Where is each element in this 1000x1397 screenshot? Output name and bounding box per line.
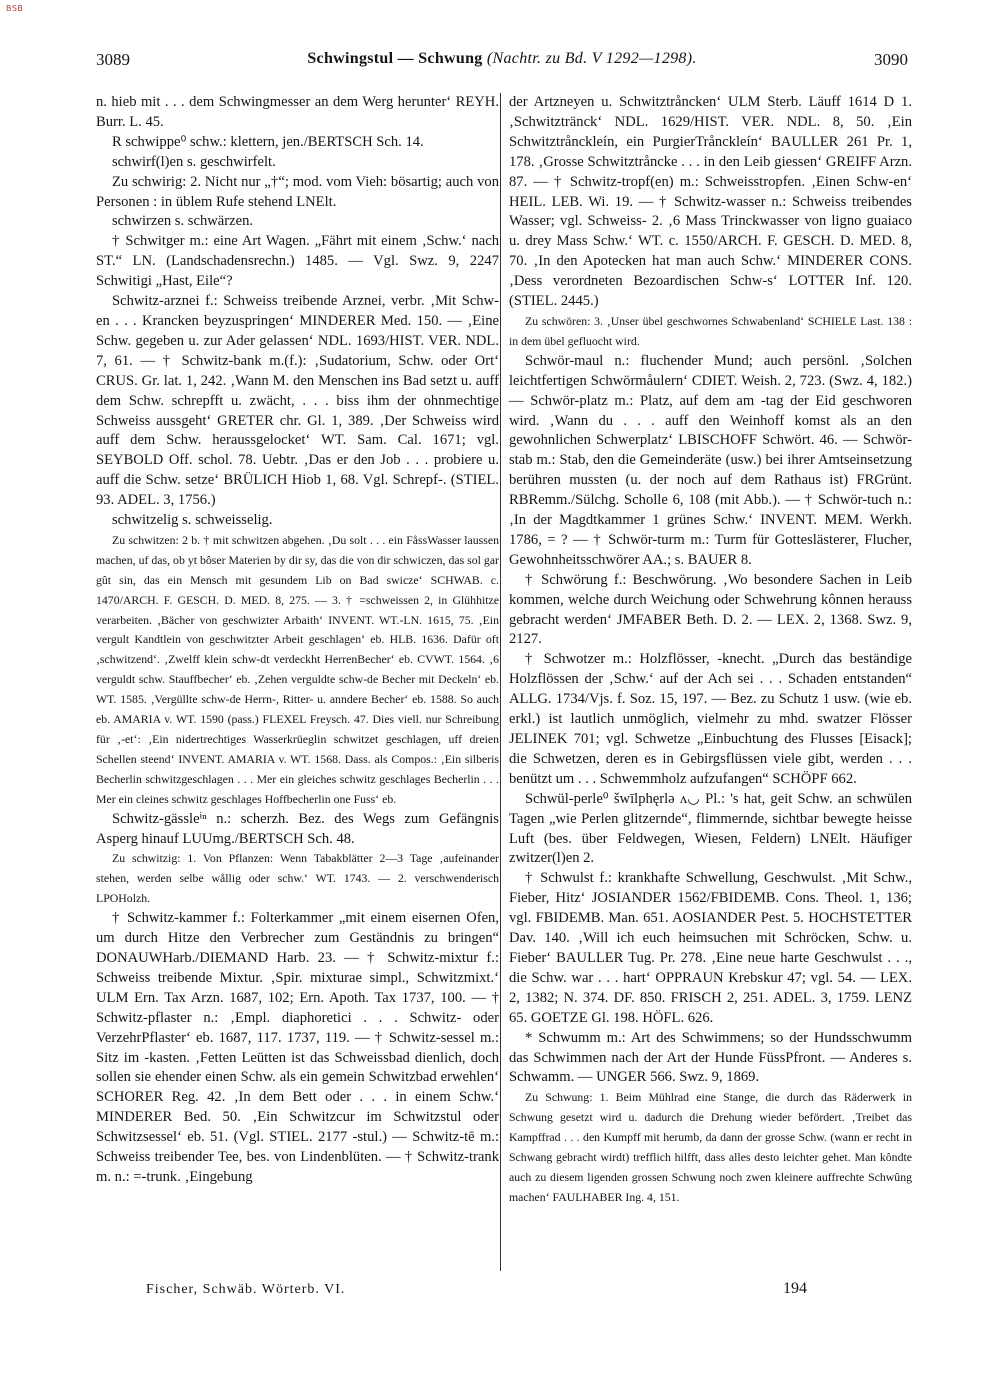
dictionary-entry: Zu schwitzen: 2 b. † mit schwitzen abgehen. ‚Du solt . . . ein FåssWasser laussen machen, uf das, ob yt bôser Materien by dir sy, das die von dir schwiczen, das sol gar gût sin, das ein Mensch mit gesundem Lib on Bad swicze‘ SCHWAB. c. 1470/ARCH. F. GESCH. D. MED. 8, 275. — 3. † =schweissen 2, in Glühhitze verarbeiten. ‚Bächer von geschwizter Arbaith‘ INVENT. WT.-LN. 1615, 75. ‚Ein vergult Kandtlein von geschwitzter Arbeit geschlagen‘ eb. HLB. 1636. Dafür oft ‚schwitzend‘. ‚Zwelff klein schw-dt verdeckht HerrenBecher‘ eb. CVWT. 1564. ‚6 verguldt schw. Stauffbecher‘ eb. ‚Zehen verguldte schw-de Becher mit Deckeln‘ eb. WT. 1585. ‚Vergüllte schw-de Herrn-, Ritter- u. anndere Becher‘ eb. 1588. So auch eb. AMARIA v. WT. 1590 (pass.) FLEXEL Freysch. 47. Dies viell. nur Schreibung für ‚-et‘: ‚Ein nidertrechtiges Wasserkrüeglin schwitzet geschlagen, uff dreien Schellen steend‘ INVENT. AMARIA v. WT. 1568. Dass. als Compos.: ‚Ein silberis Becherlin schwitzgeschlagen . . . Mer ein gleiches schwitz geschlages Becherlin . . . Mer ein cleines schwitz geschlages Hoffbecherlin one Fuss‘ eb. xyxy=(96,532,499,806)
column-divider xyxy=(500,93,501,1271)
dictionary-entry: Zu schwirig: 2. Nicht nur „†“; mod. vom Vieh: bösartig; auch von Personen : in üblem Rufe stehend LNElt. xyxy=(96,173,499,210)
dictionary-entry: Schwitz-gässleⁱⁿ n.: scherzh. Bez. des Wegs zum Gefängnis Asperg hinauf LUUmg./BERTSCH Sch. 48. xyxy=(96,810,499,847)
dictionary-entry: Schwör-maul n.: fluchender Mund; auch persönl. ‚Solchen leichtfertigen Schwörmåulern‘ CDIET. Weish. 2, 723. (Swz. 4, 182.) — Schwör-platz m.: Platz, auf dem am -tag der Eid geschworen wird. ‚Wann du . . . auff den Weinhoff komst als an den gewohnlichen Schwerplatz‘ LBISCHOFF Schwört. 46. — Schwör-stab m.: Stab, den die Gemeinderäte (usw.) bei ihrer Amtseinsetzung berühren mussten (u. der noch auf dem Rathaus ist) FRGrünt. RBRemm./Sülchg. Scholle 6, 108 (mit Abb.). — † Schwör-tuch n.: ‚In der Magdtkammer 1 grünes Schw.‘ INVENT. MEM. Werkh. 1786, = ? — † Schwör-turm m.: Turm für Gotteslästerer, Flucher, Gewohnheitsschwörer AA.; s. BAUER 8. xyxy=(509,352,912,568)
right-column xyxy=(509,93,912,1208)
dictionary-entry: Schwül-perle⁰ šwīlphęrlə ʌ◡ Pl.: 's hat, geit Schw. an schwülen Tagen „wie Perlen glitzernde“, flimmernde, sichtbar bewegte heisse Luft (bes. über Feldwegen, Wiesen, Feldern) LNElt. Häufiger zwitzer(l)en 2. xyxy=(509,790,912,867)
dictionary-entry: n. hieb mit . . . dem Schwingmesser an dem Werg herunter‘ REYH. Burr. L. 45. xyxy=(96,94,499,130)
left-column xyxy=(96,93,499,1188)
dictionary-entry: der Artzneyen u. Schwitztråncken‘ ULM Sterb. Läuff 1614 D 1. ‚Schwitztränck‘ NDL. 1629/HIST. VER. NDL. 8, 50. ‚Ein Schwitztrånckleín, ein PurgierTrånckleín‘ BAULLER 261 Pr. 1, 178. ‚Grosse Schwitztråncke . . . in den Leib giessen‘ GREIFF Arzn. 87. — † Schwitz-tropf(en) m.: Schweisstropfen. ‚Einen Schw-en‘ HEIL. LEB. Wi. 19. — † Schwitz-wasser n.: Schweiss treibendes Wasser; vgl. Schweiss- 2. ‚6 Mass Trinckwasser von ligno guaiaco u. drey Mass Schw.‘ WT. c. 1550/ARCH. F. GESCH. D. MED. 8, 70. ‚In den Apotecken hat man auch Schw.‘ MINDERER CONS. ‚Dess verordneten Bezoardischen Schw-s‘ LOTTER Inf. 120. (STIEL. 2445.) xyxy=(509,94,912,310)
dictionary-entry: † Schwörung f.: Beschwörung. ‚Wo besondere Sachen in Leib kommen, welche durch Weichung oder Schwehrung kônnen herauss gebracht werden‘ JMFABER Beth. D. 2. — LEX. 2, 1368. Swz. 9, 2127. xyxy=(509,571,912,648)
dictionary-entry: schwirzen s. schwärzen. xyxy=(112,213,254,230)
library-mark: BSB xyxy=(6,4,24,13)
dictionary-entry: Schwitz-arznei f.: Schweiss treibende Arznei, verbr. ‚Mit Schw-en . . . Krancken beyzuspringen‘ MINDERER Med. 150. — ‚Eine Schw. gegeben u. zur Ader gelassen‘ NDL. 1693/HIST. VER. NDL. 7, 61. — † Schwitz-bank m.(f.): ‚Sudatorium, Schw. oder Ort‘ CRUS. Gr. lat. 1, 242. ‚Wann M. den Menschen ins Bad setzt u. auff dem Schw. schrepfft u. zwächt, . . . biss ihm der ohnmechtige Schweiss aussgeht‘ GRETER chr. Gl. 1, 389. ‚Der Schweiss wird auff dem Schw. heraussgelocket‘ WT. Sam. Cal. 1671; vgl. SEYBOLD Off. schol. 78. Uebtr. ‚Das er den Job . . . probiere u. auff die Schw. setze‘ BRÜLICH Hiob 1, 68. Vgl. Schrepf-. (STIEL. 93. ADEL. 3, 1756.) xyxy=(96,293,499,509)
dictionary-entry: † Schwulst f.: krankhafte Schwellung, Geschwulst. ‚Mit Schw., Fieber, Hitz‘ JOSIANDER 1562/FBIDEMB. Cons. Theol. 1, 136; vgl. FBIDEMB. Man. 651. AOSIANDER Pest. 5. HOCHSTETTER Dav. 140. ‚Will ich euch heimsuchen mit Schröcken, Schw. u. Fieber‘ BAULLER Tug. Pr. 278. ‚Eine neue harte Geschwulst . . ., die Schw. war . . . hart‘ OPPRAUN Krebskur 47; vgl. 54. — LEX. 2, 1382; N. 374. DF. 850. FRISCH 2, 251. ADEL. 3, 1759. LENZ 65. GOETZE Gl. 198. HÖFL. 626. xyxy=(509,870,912,1026)
running-title-main: Schwingstul — Schwung xyxy=(307,50,483,67)
dictionary-entry: † Schwotzer m.: Holzflösser, -knecht. „Durch das beständige Holzflössen der ‚Schw.‘ auf der Ach sei . . . Schaden entstanden“ ALLG. 1734/Vjs. f. Soz. 15, 197. — Bez. zu Schutz 1 usw. (wie eb. erkl.) ist lautlich unmöglich, vielmehr zu mhd. swatzer Flösser JELINEK 701; vgl. Schwetze „Einbuchtung des Flusses [Eisack]; die Schwetzen, deren es in Gebirgsflüssen viele gibt, werden . . . benützt um . . . Schwemmholz aufzufangen“ SCHÖPF 662. xyxy=(509,651,912,787)
dictionary-entry: † Schwitz-kammer f.: Folterkammer „mit einem eisernen Ofen, um durch Hitze den Verbrecher zum Geständnis zu bringen“ DONAUWHarb./DIEMAND Harb. 23. — † Schwitz-mixtur f.: Schweiss treibende Mixtur. ‚Spir. mixturae simpl., Schwitzmixt.‘ ULM Ern. Tax Arzn. 1687, 102; Ern. Apoth. Tax 1737, 100. — † Schwitz-pflaster n.: ‚Empl. diaphoretici . . . Schwitz- oder VerzehrPflaster‘ eb. 1687, 117. 1737, 119. — † Schwitz-sessel m.: Sitz im -kasten. ‚Fetten Leütten ist das Schweissbad dienlich, doch sollen sie ehender einen Schw. als ein gemein Schwitzbad erwehlen‘ SCHORER Reg. 42. ‚In dem Bett oder . . . in einem Schw.‘ MINDERER Bed. 50. ‚Ein Schwitzcur im Schwitzstul oder Schwitzsessel‘ eb. 51. (Vgl. STIEL. 2177 -stul.) — Schwitz-tē m.: Schweiss treibender Tee, bes. von Lindenblüten. — † Schwitz-trank m. n.: =-trunk. ‚Eingebung xyxy=(96,910,499,1185)
page-number-right: 3090 xyxy=(874,50,908,69)
footer-signature: Fischer, Schwäb. Wörterb. VI. xyxy=(146,1282,346,1297)
page-number-left: 3089 xyxy=(96,50,130,69)
dictionary-entry: Zu schwören: 3. ‚Unser übel geschwornes Schwabenland‘ SCHIELE Last. 138 : in dem übel gefluocht wird. xyxy=(509,313,912,348)
dictionary-entry: schwirf(l)en s. geschwirfelt. xyxy=(112,153,276,170)
page-header xyxy=(96,50,908,74)
dictionary-entry: Zu schwitzig: 1. Von Pflanzen: Wenn Tabakblätter 2—3 Tage ‚aufeinander stehen, werden selbe wållig oder schw.‘ WT. 1743. — 2. verschwenderisch LPOHolzh. xyxy=(96,851,499,906)
running-title xyxy=(96,50,908,68)
sheet-number: 194 xyxy=(783,1280,807,1297)
dictionary-entry: * Schwumm m.: Art des Schwimmens; so der Hundsschwumm das Schwimmen nach der Art der Hunde FüssPfront. — Anderes s. Schwamm. — UNGER 566. Swz. 9, 1869. xyxy=(509,1029,912,1086)
dictionary-entry: schwitzelig s. schweisselig. xyxy=(112,512,273,529)
dictionary-entry: R schwippe⁰ schw.: klettern, jen./BERTSCH Sch. 14. xyxy=(112,133,424,150)
dictionary-entry: Zu Schwung: 1. Beim Mühlrad eine Stange, die durch das Räderwerk in Schwung gesetzt wird u. dadurch die Drehung wieder befördert. ‚Treibet das Kampffrad . . . den Kumpff mit herumb, da dann der grosse Schw. (wann er recht in Schwang gebracht wirdt) trefflich hilfft, dass alles desto leichter gehet. Man kôndte auch zu diesem ligenden grossen Schwung noch zwen kleinere auffrechte Schwûng machen‘ FAULHABER Ing. 4, 151. xyxy=(509,1090,912,1204)
dictionary-entry: † Schwitger m.: eine Art Wagen. „Fährt mit einem ‚Schw.‘ nach ST.“ LN. (Landschadensrechn.) 1485. — Vgl. Swz. 9, 2247 Schwitigi „Hast, Eile“? xyxy=(96,233,499,290)
running-title-subtitle: (Nachtr. zu Bd. V 1292—1298). xyxy=(486,50,697,67)
